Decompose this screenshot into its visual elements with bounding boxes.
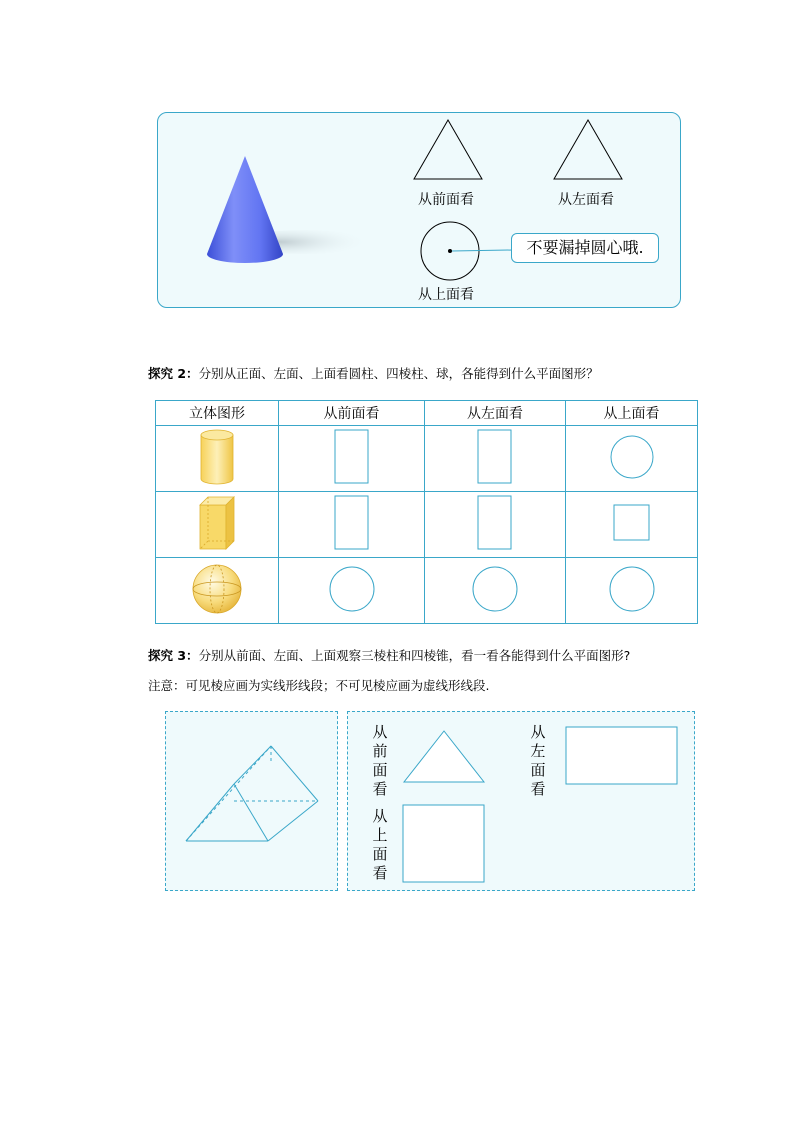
prism-left-label: 从左面看 xyxy=(530,723,546,798)
table-row xyxy=(156,492,698,558)
rectangle-shape xyxy=(334,495,370,551)
explore3-heading xyxy=(148,646,630,664)
square-shape xyxy=(613,504,651,542)
circle-shape xyxy=(328,565,376,613)
cone-left-label: 从左面看 xyxy=(558,192,614,208)
table-row xyxy=(156,558,698,624)
rectangle-shape xyxy=(477,429,513,485)
circle-shape xyxy=(609,434,655,480)
cylinder-icon xyxy=(197,427,237,487)
explore3-text: 分别从前面、左面、上面观察三棱柱和四棱锥，看一看各能得到什么平面图形? xyxy=(198,648,631,663)
cone-front-label: 从前面看 xyxy=(418,192,474,208)
explore2-heading xyxy=(148,364,599,382)
explore3-prefix: 探究 3： xyxy=(148,648,199,663)
front-view-triangle xyxy=(412,118,484,182)
circle-shape xyxy=(608,565,656,613)
left-view-triangle xyxy=(552,118,624,182)
sphere-icon xyxy=(190,562,244,616)
table-header-row xyxy=(156,401,698,426)
triangular-prism-image xyxy=(166,712,337,890)
explore2-text: 分别从正面、左面、上面看圆柱、四棱柱、球，各能得到什么平面图形？ xyxy=(198,366,599,381)
views-table xyxy=(155,400,698,624)
rectangle-shape xyxy=(477,495,513,551)
explore2-prefix: 探究 2： xyxy=(148,366,199,381)
center-callout: 不要漏掉圆心哦. xyxy=(511,233,659,263)
prism-top-square xyxy=(402,804,486,884)
header-left: 从左面看 xyxy=(425,401,566,426)
top-view-circle xyxy=(418,220,514,284)
explore3-note: 注意：可见棱应画为实线形线段；不可见棱应画为虚线形线段. xyxy=(148,678,490,693)
circle-shape xyxy=(471,565,519,613)
header-front: 从前面看 xyxy=(279,401,425,426)
prism-front-label: 从前面看 xyxy=(372,723,388,798)
center-dot xyxy=(448,249,452,253)
prism-top-label: 从上面看 xyxy=(372,807,388,882)
prism-front-triangle xyxy=(401,729,487,785)
cone-top-label: 从上面看 xyxy=(418,287,474,303)
header-solid: 立体图形 xyxy=(156,401,279,426)
prism-left-rectangle xyxy=(565,726,679,786)
prism-image-panel xyxy=(165,711,338,891)
cone-image xyxy=(195,150,365,270)
table-row xyxy=(156,426,698,492)
header-top: 从上面看 xyxy=(566,401,698,426)
cuboid-icon xyxy=(196,493,238,553)
rectangle-shape xyxy=(334,429,370,485)
